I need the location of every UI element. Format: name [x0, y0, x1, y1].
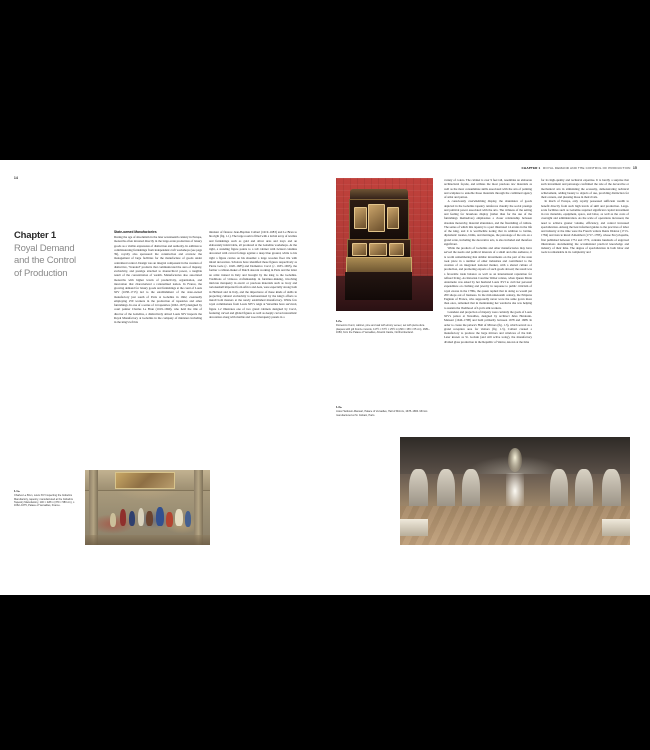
hall-chandelier	[508, 448, 522, 472]
cabinet-panel	[352, 243, 368, 256]
right-page-column-1	[444, 178, 532, 344]
caption-text: Domenico Cucci, cabinet, pine and oak with ebony veneer, set with pietra dura plaques with gilt bronze mounts, 117½ × 67½ × 25½ in (299 × 156 × 65 cm), 1681–1683, from the Palace of Versailles, Alnwick Castle, Northumberland.	[336, 324, 430, 335]
hall-balustrade-right	[602, 519, 630, 536]
caption-figure-1-2	[336, 320, 431, 334]
tapestry-figure	[138, 508, 144, 526]
hall-parquet-floor	[400, 506, 630, 545]
caption-figure-1-3	[336, 406, 431, 417]
body-paragraph: A consciously overwhelming display, the abundance of goods depicted in the Gobelins tapestry reinforces visually the social prestige and political power associated with the arts. The richness of the setting and feeling for luxurious display (rather than for the use of the furnishings themselves) emphasizes a closer relationship between absolute monarchy, material abundance, and the flourishing of culture. The series of which this tapestry is a part illustrated 14 events in the life of the king, and it is worthwhile noting that in addition to battles, diplomatic treaties, births, and marriages, the patronage of the arts on a grand scale, including the decorative arts, is also included and therefore significant.	[444, 199, 532, 246]
tapestry-figure	[185, 511, 191, 527]
tapestry-figure	[146, 511, 152, 527]
caption-figure-number: 1.3 ▸	[336, 406, 342, 409]
folio-number-left: 14	[14, 176, 18, 180]
figure-gobelins-tapestry	[85, 470, 210, 545]
chapter-title-block	[14, 230, 114, 280]
caption-figure-number: 1.2 ▸	[336, 320, 342, 323]
tapestry-figure	[156, 507, 164, 527]
body-paragraph: While the products of Gobelins and other manufactories may have served the needs and political interests of a small and elite audience, it is worth remembering that similar investments on the part of the state took place in a number of other industries and contributed to the creation of an integrated national market, with a shared culture of production, and promoting exports of such goods abroad; the result was a favorable trade balance as well as an international reputation for refined living. As historian Caroline Weber relates, when Queen Marie Antoinette was asked by her husband Louis XVI to curb her personal expenditure on clothing and jewelry in response to public criticism of royal excess in the 1780s, the queen replied that in doing so would put 200 shops out of business. In the mid-nineteenth century, the Empress Eugénie of France, who supposedly never wore the same gown more than once, remarked that in maintaining her wardrobe she was helping to sustain the livelihood of Lyon's silk workers.	[444, 246, 532, 310]
section-heading: State-owned Manufactories	[114, 230, 157, 234]
cabinet-image	[336, 178, 433, 311]
hall-balustrade-left	[400, 519, 428, 536]
right-page-running-head	[522, 166, 637, 170]
body-paragraph: minister of finance Jean-Baptiste Colbert (1619–1683) and Le Brun to his right (fig. 1.1). The large room is filled with a lavish array of textiles and furnishings such as gold and silver urns and trays and an elaborately inlaid table, all produced at the Gobelins workshops. At the right, a standing figure points to a tall cabinet with twisted columns decorated with carved foliage against a deep blue ground, while to his right a figure carries on his shoulder a large wooden floor tile with inlaid decoration. Scholars have identified these figures respectively as Pierre Gole (c. 1620–1685) and Domenico Cucci (c. 1635–1695), the former a cabinet-maker of Dutch descent working in Paris and the latter an artist trained in Italy and brought by the king to the Gobelins. Traditions of virtuoso craftsmanship in furniture-making, involving intricate marquetry in exotic or precious materials such as ivory and tortoiseshell imported from Africa and Asia, were especially strong both in Holland and in Italy, and the importance of these kinds of skills in projecting cultural exclusivity is demonstrated by the king's efforts to install both masters at the newly established manufactory. While few royal commissions from Louis XIV's reign at Versailles have survived, figure 1.2 illustrates one of two grand cabinets designed by Cucci, featuring carved and gilded figures as well as deeply carved naturalistic decoration along with marble and wood marquetry panels in a	[209, 230, 297, 319]
tapestry-floor	[85, 535, 210, 546]
left-page	[0, 160, 325, 595]
tapestry-inset-picture	[115, 472, 175, 489]
right-page-column-2	[541, 178, 629, 255]
cabinet-panel	[387, 207, 399, 229]
figure-cucci-cabinet	[336, 178, 433, 311]
tapestry-image	[85, 470, 210, 545]
chapter-title-line-2: and the Control	[14, 255, 76, 266]
tapestry-figure	[110, 513, 116, 527]
hall-vanishing-point-light	[506, 473, 524, 510]
body-paragraph: In much of Europe, only royalty possessed sufficient wealth to benefit directly from such high levels of skill and production. Large-scale facilities such as Gobelins required significant capital investment in raw materials, equipment, space, and labor, as well as the costs of oversight and administration. As the scale of operations increased, the need to achieve greater volume, efficiency, and control increased specialization. Among the best informed guides to the practices of labor and industry at the time were the French writers Denis Diderot (1713–1784) and Jean le Rond d'Alembert (1717–1783), whose Encyclopédie, first published between 1751 and 1772, contains hundreds of engraved illustrations documenting the accumulated practical knowledge and industry of their time. The degree of specialization in both labor and tools is remarkable in its complexity and	[541, 199, 629, 255]
cabinet-panel	[368, 204, 385, 233]
caption-text: Charles Le Brun, Louis XIV Inspecting the Gobelins Manufactory, tapestry, manufactured at the Gobelins Tapestry Manufactory, 146 × 228 in (370 × 580 cm), c. 1662–1675, Palace of Versailles, France.	[14, 494, 75, 508]
tapestry-figure	[129, 511, 135, 526]
tapestry-figure	[120, 509, 126, 526]
body-paragraph: for its high-quality and technical expertise. It is hardly a surprise that such investment and patronage confirmed the role of the decorative or mechanical arts in stimulating the economy, demonstrating technical achievement, adding beauty to objects of use, providing distinction for their owners, and pleasing those in their rivals.	[541, 178, 629, 199]
running-head-title: ROYAL DEMAND AND THE CONTROL OF PRODUCTION	[542, 166, 631, 170]
left-page-folio	[14, 166, 18, 184]
body-paragraph: During the age of absolutism in the later seventeenth century in Europe, monarchs often invested directly in the large-scale production of luxury goods as a visible expression of distinction and authority. In addition to commissioning furnishings from independent craft workshops (see page 39), royalty also sponsored the construction and oversaw the management of large facilities for the manufacture of goods under centralized control. Design was an integral component in the creation of distinctive, "branded" products that communicated the aura of majesty, exclusivity, and prestige attached to monarchical power, a tangible result of the concentration of wealth. Manufactories also associated monarchs with higher levels of productivity, organization, and innovation that characterized a rationalized nation. In France, the growing demand for luxury goods and furnishings at the court of Louis XIV (1638–1715) led to the establishment of the state-owned manufactory just south of Paris at Gobelins in 1662, eventually employing 250 workers in the production of tapestries and other furnishings. In one of a series of 14 tapestries (1662–1675) designed by court painter Charles Le Brun (1619–1690), who held the title of director of the Gobelins, a distinctively attired Louis XIV inspects the Royal Manufactory at Gobelins in the company of ministers including in the king's left his	[114, 235, 202, 325]
chapter-title-line-1: Royal Demand	[14, 242, 75, 254]
cabinet-upper-section	[349, 199, 409, 241]
running-head-chapter: CHAPTER 1	[521, 166, 541, 170]
cabinet-body	[349, 189, 409, 301]
book-spread	[0, 160, 650, 595]
cabinet-pediment	[350, 189, 408, 199]
body-paragraph: variety of colors. The cabinet is over 9 feet tall, resembles an elaborate architectural façade, and utilizes the most precious raw materials as well as the most consummate skills associated with the arts of painting and sculpture to ennoble those materials through the combined agency of artist and patron.	[444, 178, 532, 199]
cabinet-legs	[345, 272, 412, 300]
body-paragraph: Grandeur and projection of majesty were certainly the goals of Louis XIV's palace at Versailles, designed by architect Jules Hardouin-Mansart (1646–1708) and built primarily between 1678 and 1688. In order to create the palace's Hall of Mirrors (fig. 1.3), which served as a grand reception area for visitors (fig. 1.3), Colbert created a manufactory to produce the large mirrors and windows of the hall. Later known as St. Gobain (and still active today), the manufactory divided glass production in the Republic of Venice, known at the time	[444, 309, 532, 344]
right-page	[325, 160, 650, 595]
cabinet-panel	[354, 207, 366, 229]
left-page-column-1	[114, 230, 202, 324]
cabinet-panel	[389, 243, 405, 256]
chapter-number: Chapter 1	[14, 230, 57, 241]
caption-figure-number: 1.1 ▸	[14, 490, 20, 493]
tapestry-figure	[175, 509, 183, 526]
caption-figure-1-1	[14, 490, 76, 508]
chapter-title-line-3: of Production	[14, 267, 68, 279]
folio-number-right: 15	[633, 166, 637, 170]
cabinet-panel	[369, 243, 387, 256]
hall-of-mirrors-image	[400, 437, 630, 545]
caption-text: Jules Hardouin-Mansart, Palace of Versailles, Hall of Mirrors, 1678–1684. Mirrors manufactured at St. Gobain, Paris.	[336, 410, 428, 417]
figure-hall-of-mirrors	[400, 437, 630, 545]
tapestry-figure	[166, 512, 172, 527]
left-page-column-2	[209, 230, 297, 319]
